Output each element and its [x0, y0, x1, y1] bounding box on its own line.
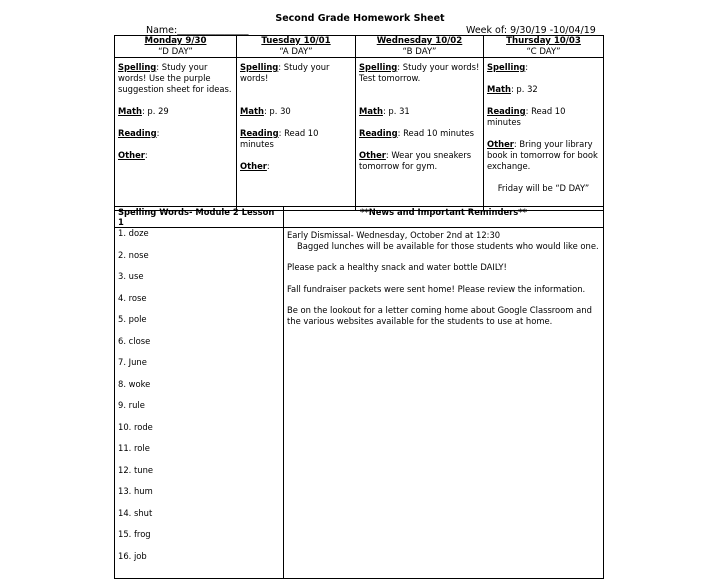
other-text: : [266, 161, 270, 171]
day-name: Monday 9/30 [144, 36, 207, 46]
friday-note: Friday will be “D DAY” [497, 183, 590, 193]
day-header-row [115, 36, 604, 58]
news-cell [284, 228, 604, 579]
spelling-text: : Study your words! Test tomorrow. [359, 62, 480, 83]
reading-text: : Read 10 minutes [240, 128, 319, 149]
spelling-word: 10. rode [118, 421, 153, 432]
spelling-label: Spelling [118, 62, 157, 72]
news-heading: **News and Important Reminders** [284, 207, 604, 228]
spelling-text: : [525, 62, 529, 72]
name-field-label: Name:_______________ [146, 25, 249, 36]
spelling-entry [118, 62, 233, 95]
reading-text: : Read 10 minutes [487, 106, 566, 127]
other-entry [240, 161, 352, 172]
spelling-word: 9. rule [118, 400, 145, 410]
spelling-word: 13. hum [118, 486, 153, 496]
other-label: Other [240, 161, 267, 171]
spelling-word: 5. pole [118, 314, 147, 324]
math-text: : p. 32 [510, 84, 538, 94]
other-entry [118, 150, 233, 161]
spelling-entry [487, 62, 600, 73]
news-item-snack: Please pack a healthy snack and water bottle DAILY! [287, 262, 507, 272]
spelling-words-heading: Spelling Words- Module 2 Lesson 1 [115, 207, 284, 228]
reading-label: Reading [240, 128, 279, 138]
other-text: : [144, 150, 148, 160]
other-label: Other [487, 139, 514, 149]
math-entry [118, 106, 233, 117]
spelling-text: : Study your words! [240, 62, 330, 83]
reading-entry [487, 106, 600, 128]
section-body-row [115, 228, 604, 579]
tuesday-assignments [237, 58, 356, 211]
day-header-wednesday [356, 36, 484, 58]
spelling-word: 4. rose [118, 292, 147, 303]
day-letter: “C DAY” [526, 46, 561, 57]
section-header-row [115, 207, 604, 228]
reading-entry [359, 128, 480, 139]
math-label: Math [487, 84, 511, 94]
spelling-word: 1. doze [118, 228, 149, 238]
math-label: Math [118, 106, 142, 116]
reading-text: : Read 10 minutes [397, 128, 475, 138]
reading-label: Reading [359, 128, 398, 138]
news-list [287, 230, 600, 326]
thursday-assignments [484, 58, 604, 211]
day-name: Tuesday 10/01 [261, 36, 331, 46]
words-and-news-table [114, 206, 604, 579]
other-entry [487, 139, 600, 172]
spelling-word: 12. tune [118, 464, 154, 475]
reading-entry [240, 128, 352, 150]
spelling-label: Spelling [487, 62, 526, 72]
spelling-words-column-1 [115, 228, 196, 400]
day-letter: “A DAY” [279, 46, 313, 57]
spelling-word: 7. June [118, 357, 147, 367]
day-header-tuesday [237, 36, 356, 58]
news-text: Early Dismissal- Wednesday, October 2nd at 12:30 [287, 230, 501, 240]
wednesday-assignments [356, 58, 484, 211]
math-entry [487, 84, 600, 95]
spelling-entry [359, 62, 480, 84]
other-entry [359, 150, 480, 172]
math-entry [240, 106, 352, 117]
math-text: : p. 31 [382, 106, 410, 116]
spelling-text: : Study your words! Use the purple suggestion sheet for ideas. [118, 62, 232, 94]
day-header-thursday [484, 36, 604, 58]
reading-entry [118, 128, 233, 139]
day-name: Thursday 10/03 [506, 36, 581, 46]
math-label: Math [240, 106, 264, 116]
reading-label: Reading [487, 106, 526, 116]
news-item-fundraiser: Fall fundraiser packets were sent home! Please review the information. [287, 283, 586, 294]
news-item-early-dismissal [287, 230, 600, 251]
spelling-word: 8. woke [118, 378, 151, 389]
math-text: : p. 30 [263, 106, 291, 116]
spelling-word: 14. shut [118, 507, 153, 518]
document-title: Second Grade Homework Sheet [275, 13, 445, 24]
spelling-word: 15. frog [118, 529, 151, 539]
math-entry [359, 106, 480, 117]
other-label: Other [118, 150, 145, 160]
week-of-label: Week of: 9/30/19 -10/04/19 [466, 25, 596, 36]
reading-label: Reading [118, 128, 157, 138]
math-text: : p. 29 [141, 106, 169, 116]
day-name: Wednesday 10/02 [376, 36, 463, 46]
spelling-word: 3. use [118, 271, 144, 281]
weekly-homework-table [114, 35, 604, 211]
spelling-words-cell [115, 228, 284, 579]
other-text: : Bring your library book in tomorrow for book exchange. [487, 139, 598, 171]
spelling-word: 11. role [118, 443, 150, 453]
news-item-google-classroom: Be on the lookout for a letter coming home about Google Classroom and the various websites available for the students to use at home. [287, 305, 592, 326]
spelling-label: Spelling [359, 62, 398, 72]
spelling-words-column-2 [114, 400, 204, 578]
reading-text: : [156, 128, 160, 138]
day-letter: “B DAY” [402, 46, 437, 57]
spelling-word: 6. close [118, 335, 151, 346]
news-text: Bagged lunches will be available for those students who would like one. [297, 240, 599, 251]
other-text: : Wear you sneakers tomorrow for gym. [359, 150, 472, 171]
spelling-label: Spelling [240, 62, 279, 72]
spelling-word: 16. job [118, 550, 147, 561]
spelling-word: 2. nose [118, 249, 149, 260]
spelling-entry [240, 62, 352, 84]
other-label: Other [359, 150, 386, 160]
assignments-row [115, 58, 604, 211]
day-header-monday [115, 36, 237, 58]
day-letter: “D DAY” [158, 46, 193, 57]
math-label: Math [359, 106, 383, 116]
monday-assignments [115, 58, 237, 211]
